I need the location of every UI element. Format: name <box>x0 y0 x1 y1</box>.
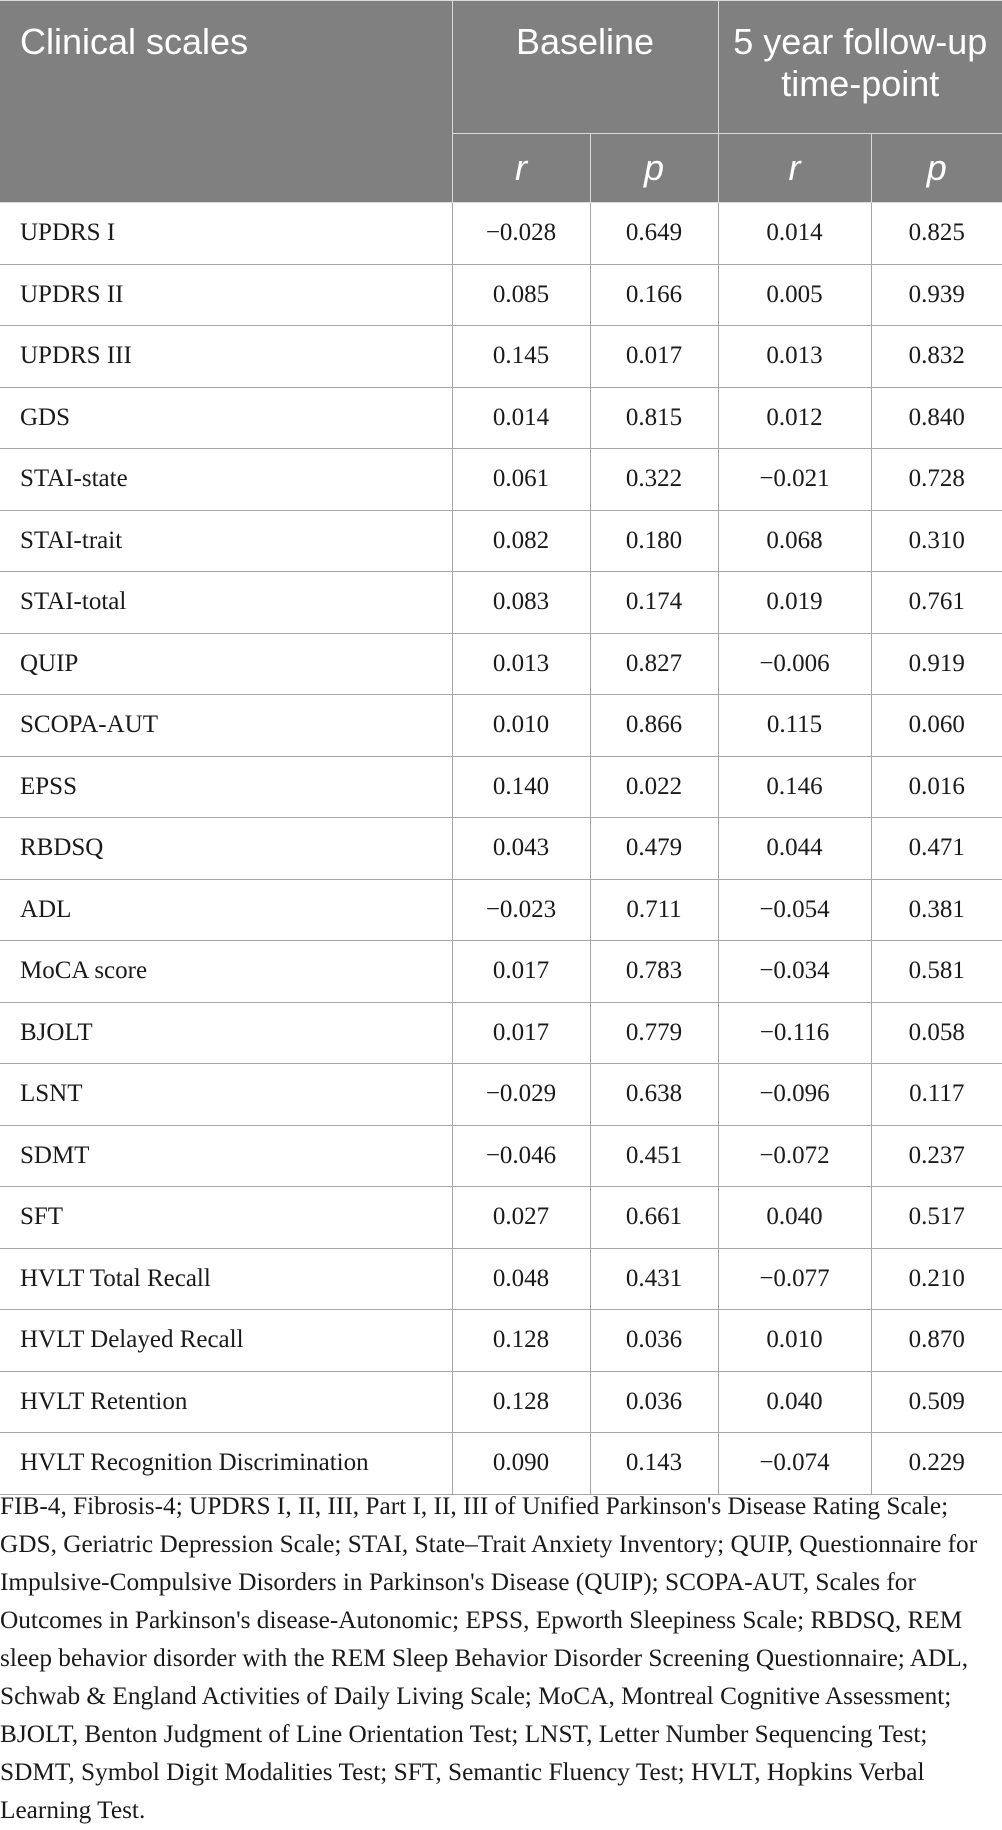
scale-name-cell: EPSS <box>0 756 452 818</box>
baseline-p-cell: 0.143 <box>590 1433 718 1495</box>
followup-r-cell: −0.054 <box>718 879 871 941</box>
baseline-r-cell: 0.017 <box>452 941 590 1003</box>
table-row <box>0 449 1002 511</box>
baseline-p-cell: 0.779 <box>590 1002 718 1064</box>
followup-r-cell: −0.116 <box>718 1002 871 1064</box>
baseline-p-cell: 0.036 <box>590 1310 718 1372</box>
baseline-p-cell: 0.815 <box>590 387 718 449</box>
baseline-r-cell: 0.061 <box>452 449 590 511</box>
header-baseline-r: r <box>452 134 590 203</box>
baseline-p-cell: 0.431 <box>590 1248 718 1310</box>
baseline-p-cell: 0.649 <box>590 203 718 265</box>
followup-p-cell: 0.509 <box>871 1371 1002 1433</box>
scale-name-cell: UPDRS III <box>0 326 452 388</box>
followup-r-cell: −0.034 <box>718 941 871 1003</box>
table-row <box>0 1310 1002 1372</box>
header-followup: 5 year follow-up time-point <box>718 1 1002 134</box>
header-baseline: Baseline <box>452 1 718 134</box>
baseline-r-cell: 0.014 <box>452 387 590 449</box>
followup-r-cell: 0.040 <box>718 1187 871 1249</box>
followup-p-cell: 0.832 <box>871 326 1002 388</box>
followup-p-cell: 0.016 <box>871 756 1002 818</box>
scale-name-cell: HVLT Recognition Discrimination <box>0 1433 452 1495</box>
table-row <box>0 572 1002 634</box>
baseline-p-cell: 0.783 <box>590 941 718 1003</box>
followup-p-cell: 0.381 <box>871 879 1002 941</box>
baseline-r-cell: −0.028 <box>452 203 590 265</box>
scale-name-cell: SFT <box>0 1187 452 1249</box>
header-followup-r: r <box>718 134 871 203</box>
scale-name-cell: GDS <box>0 387 452 449</box>
followup-p-cell: 0.517 <box>871 1187 1002 1249</box>
baseline-r-cell: 0.013 <box>452 633 590 695</box>
baseline-p-cell: 0.036 <box>590 1371 718 1433</box>
table-row <box>0 1064 1002 1126</box>
baseline-p-cell: 0.451 <box>590 1125 718 1187</box>
scale-name-cell: HVLT Delayed Recall <box>0 1310 452 1372</box>
followup-r-cell: −0.077 <box>718 1248 871 1310</box>
baseline-r-cell: −0.023 <box>452 879 590 941</box>
baseline-p-cell: 0.866 <box>590 695 718 757</box>
baseline-r-cell: 0.145 <box>452 326 590 388</box>
scale-name-cell: RBDSQ <box>0 818 452 880</box>
scale-name-cell: STAI-state <box>0 449 452 511</box>
followup-r-cell: 0.013 <box>718 326 871 388</box>
followup-r-cell: 0.115 <box>718 695 871 757</box>
followup-p-cell: 0.117 <box>871 1064 1002 1126</box>
table-row <box>0 1433 1002 1495</box>
table-row <box>0 264 1002 326</box>
scale-name-cell: SDMT <box>0 1125 452 1187</box>
baseline-r-cell: 0.027 <box>452 1187 590 1249</box>
followup-r-cell: 0.040 <box>718 1371 871 1433</box>
followup-p-cell: 0.825 <box>871 203 1002 265</box>
table-row <box>0 695 1002 757</box>
followup-p-cell: 0.229 <box>871 1433 1002 1495</box>
table-row <box>0 941 1002 1003</box>
followup-r-cell: 0.044 <box>718 818 871 880</box>
baseline-p-cell: 0.711 <box>590 879 718 941</box>
header-followup-p: p <box>871 134 1002 203</box>
followup-r-cell: 0.146 <box>718 756 871 818</box>
baseline-r-cell: 0.082 <box>452 510 590 572</box>
followup-r-cell: −0.006 <box>718 633 871 695</box>
baseline-p-cell: 0.661 <box>590 1187 718 1249</box>
followup-p-cell: 0.870 <box>871 1310 1002 1372</box>
header-baseline-p: p <box>590 134 718 203</box>
followup-p-cell: 0.939 <box>871 264 1002 326</box>
table-row <box>0 326 1002 388</box>
table-row <box>0 387 1002 449</box>
table-row <box>0 818 1002 880</box>
baseline-p-cell: 0.174 <box>590 572 718 634</box>
baseline-p-cell: 0.638 <box>590 1064 718 1126</box>
baseline-r-cell: 0.128 <box>452 1310 590 1372</box>
followup-r-cell: 0.005 <box>718 264 871 326</box>
followup-p-cell: 0.919 <box>871 633 1002 695</box>
table-body <box>0 203 1002 1495</box>
baseline-r-cell: 0.085 <box>452 264 590 326</box>
table-row <box>0 1371 1002 1433</box>
followup-r-cell: −0.096 <box>718 1064 871 1126</box>
scale-name-cell: HVLT Retention <box>0 1371 452 1433</box>
followup-p-cell: 0.471 <box>871 818 1002 880</box>
scale-name-cell: LSNT <box>0 1064 452 1126</box>
baseline-r-cell: 0.090 <box>452 1433 590 1495</box>
followup-p-cell: 0.210 <box>871 1248 1002 1310</box>
scale-name-cell: STAI-trait <box>0 510 452 572</box>
baseline-p-cell: 0.322 <box>590 449 718 511</box>
followup-r-cell: 0.014 <box>718 203 871 265</box>
table-footnote: FIB-4, Fibrosis-4; UPDRS I, II, III, Part I, II, III of Unified Parkinson's Disease Rating Scale; GDS, Geriatric Depression Scale; STAI, State–Trait Anxiety Inventory; QUIP, Questionnaire for Impulsive-Compulsive Disorders in Parkinson's Disease (QUIP); SCOPA-AUT, Scales for Outcomes in Parkinson's disease-Autonomic; EPSS, Epworth Sleepiness Scale; RBDSQ, REM sleep behavior disorder with the REM Sleep Behavior Disorder Screening Questionnaire; ADL, Schwab & England Activities of Daily Living Scale; MoCA, Montreal Cognitive Assessment; BJOLT, Benton Judgment of Line Orientation Test; LNST, Letter Number Sequencing Test; SDMT, Symbol Digit Modalities Test; SFT, Semantic Fluency Test; HVLT, Hopkins Verbal Learning Test. <box>0 1492 978 1824</box>
scale-name-cell: STAI-total <box>0 572 452 634</box>
baseline-r-cell: 0.043 <box>452 818 590 880</box>
baseline-p-cell: 0.022 <box>590 756 718 818</box>
followup-p-cell: 0.840 <box>871 387 1002 449</box>
table-row <box>0 510 1002 572</box>
baseline-p-cell: 0.479 <box>590 818 718 880</box>
table-row <box>0 1248 1002 1310</box>
scale-name-cell: UPDRS II <box>0 264 452 326</box>
table-row <box>0 633 1002 695</box>
followup-r-cell: −0.021 <box>718 449 871 511</box>
baseline-r-cell: 0.140 <box>452 756 590 818</box>
baseline-r-cell: 0.128 <box>452 1371 590 1433</box>
followup-p-cell: 0.761 <box>871 572 1002 634</box>
scale-name-cell: SCOPA-AUT <box>0 695 452 757</box>
followup-p-cell: 0.058 <box>871 1002 1002 1064</box>
followup-r-cell: 0.068 <box>718 510 871 572</box>
followup-r-cell: −0.074 <box>718 1433 871 1495</box>
baseline-p-cell: 0.017 <box>590 326 718 388</box>
followup-r-cell: 0.019 <box>718 572 871 634</box>
header-row-top <box>0 1 1002 134</box>
followup-p-cell: 0.310 <box>871 510 1002 572</box>
table-row <box>0 1125 1002 1187</box>
baseline-p-cell: 0.180 <box>590 510 718 572</box>
followup-r-cell: 0.012 <box>718 387 871 449</box>
followup-p-cell: 0.728 <box>871 449 1002 511</box>
baseline-p-cell: 0.827 <box>590 633 718 695</box>
followup-p-cell: 0.060 <box>871 695 1002 757</box>
table-row <box>0 203 1002 265</box>
scale-name-cell: ADL <box>0 879 452 941</box>
table-row <box>0 879 1002 941</box>
table-row <box>0 1002 1002 1064</box>
scale-name-cell: QUIP <box>0 633 452 695</box>
followup-r-cell: −0.072 <box>718 1125 871 1187</box>
scale-name-cell: HVLT Total Recall <box>0 1248 452 1310</box>
followup-r-cell: 0.010 <box>718 1310 871 1372</box>
baseline-r-cell: 0.017 <box>452 1002 590 1064</box>
baseline-r-cell: −0.046 <box>452 1125 590 1187</box>
baseline-r-cell: 0.010 <box>452 695 590 757</box>
followup-p-cell: 0.237 <box>871 1125 1002 1187</box>
followup-p-cell: 0.581 <box>871 941 1002 1003</box>
table-row <box>0 756 1002 818</box>
header-clinical-scales: Clinical scales <box>0 1 452 203</box>
scale-name-cell: BJOLT <box>0 1002 452 1064</box>
scale-name-cell: MoCA score <box>0 941 452 1003</box>
baseline-r-cell: −0.029 <box>452 1064 590 1126</box>
scale-name-cell: UPDRS I <box>0 203 452 265</box>
table-row <box>0 1187 1002 1249</box>
baseline-r-cell: 0.083 <box>452 572 590 634</box>
table-header <box>0 1 1002 203</box>
baseline-r-cell: 0.048 <box>452 1248 590 1310</box>
baseline-p-cell: 0.166 <box>590 264 718 326</box>
